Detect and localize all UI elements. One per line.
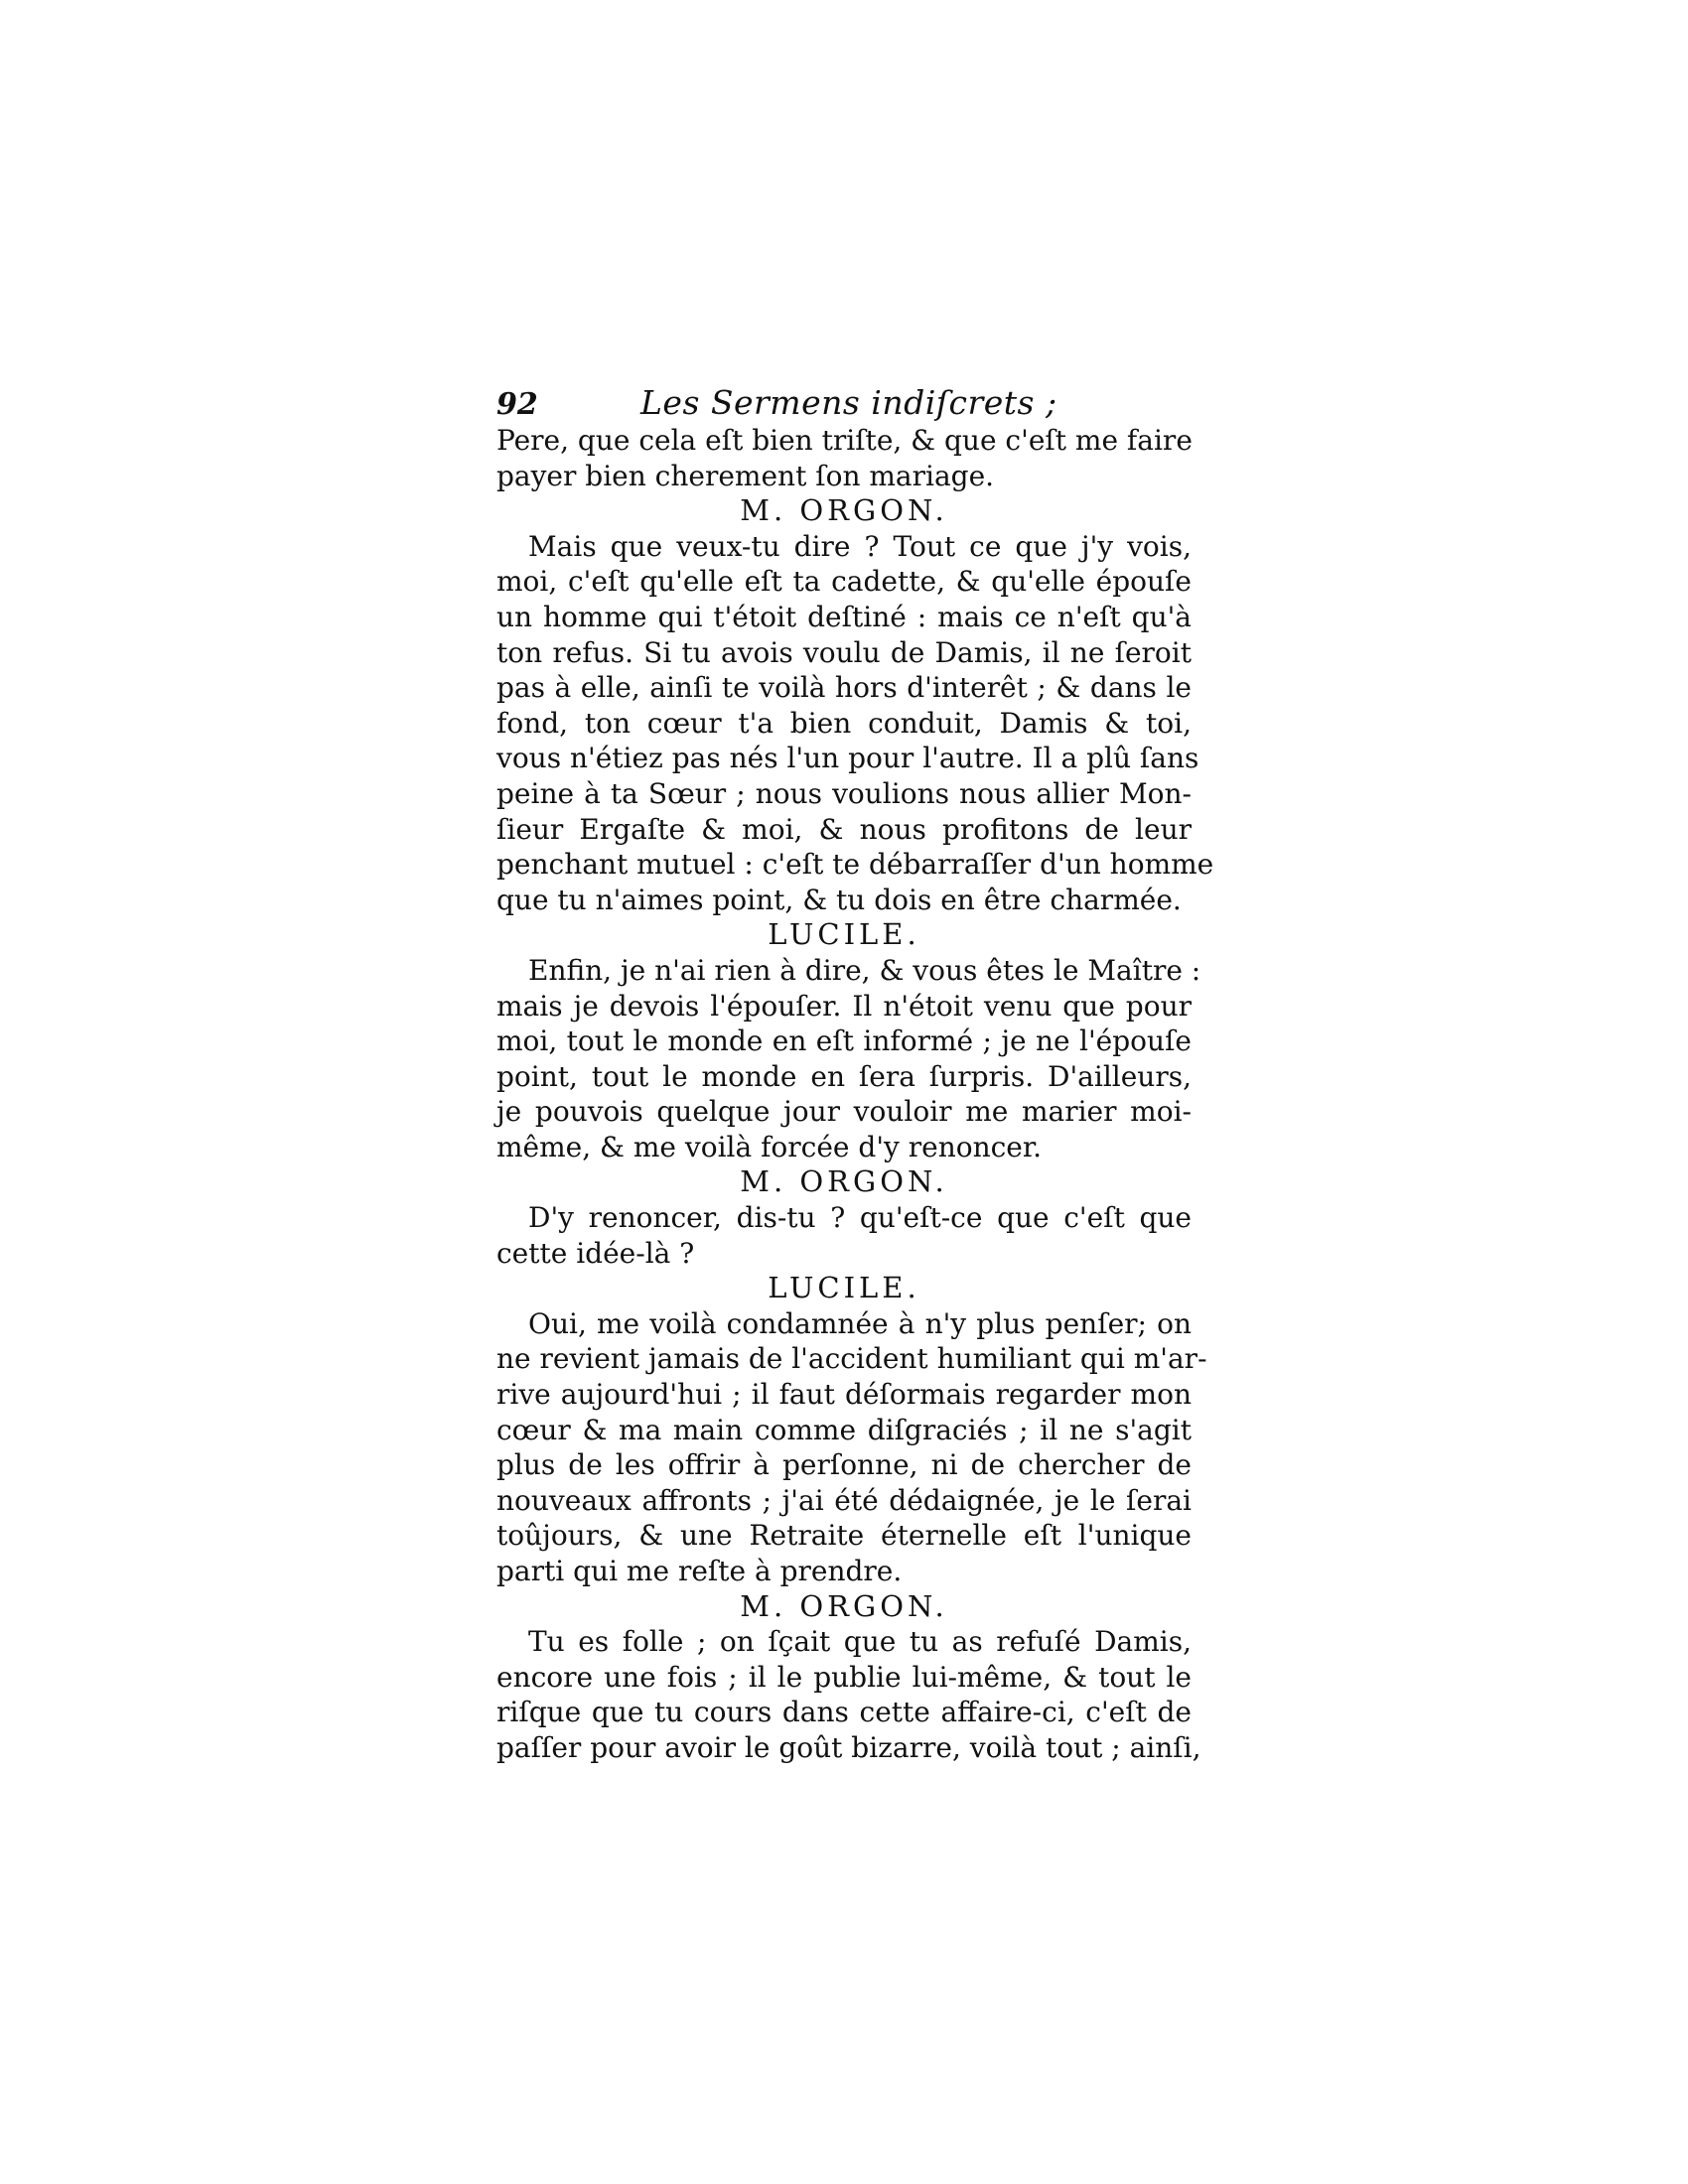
speaker-name: M. ORGON. <box>740 1588 948 1623</box>
text-line: cœur & ma main comme diſgraciés ; il ne s'agit <box>496 1413 1192 1446</box>
text-line: un homme qui t'étoit deſtiné : mais ce n'eſt qu'à <box>496 600 1192 633</box>
text-line: moi, tout le monde en eſt informé ; je ne l'épouſe <box>496 1024 1192 1058</box>
text-line: Mais que veux-tu dire ? Tout ce que j'y vois, <box>528 529 1192 563</box>
text-line: fond, ton cœur t'a bien conduit, Damis & toi, <box>496 706 1192 740</box>
text-line: payer bien cherement ſon mariage. <box>496 459 995 492</box>
text-line: Enfin, je n'ai rien à dire, & vous êtes le Maître : <box>528 953 1201 987</box>
text-line: toûjours, & une Retraite éternelle eſt l'unique <box>496 1519 1192 1553</box>
text-line: vous n'étiez pas nés l'un pour l'autre. Il a plû ſans <box>496 742 1199 775</box>
text-line: moi, c'eſt qu'elle eſt ta cadette, & qu'elle épouſe <box>496 565 1192 599</box>
text-line: peine à ta Sœur ; nous voulions nous allier Mon- <box>496 776 1192 810</box>
text-line: Tu es folle ; on ſçait que tu as refuſé Damis, <box>528 1625 1192 1659</box>
text-line: nouveaux affronts ; j'ai été dédaignée, je le ſerai <box>496 1483 1192 1517</box>
text-line: point, tout le monde en ſera ſurpris. D'ailleurs, <box>496 1059 1192 1093</box>
text-line: paſſer pour avoir le goût bizarre, voilà tout ; ainſi, <box>496 1730 1201 1764</box>
text-line: mais je devois l'épouſer. Il n'étoit venu que pour <box>496 989 1192 1023</box>
text-line: penchant mutuel : c'eſt te débarraſſer d'un homme <box>496 848 1214 882</box>
running-title: Les Sermens indiſcrets ; <box>640 383 1057 422</box>
speaker-name: LUCILE. <box>768 917 920 952</box>
text-line: que tu n'aimes point, & tu dois en être charmée. <box>496 883 1182 916</box>
text-line: D'y renoncer, dis-tu ? qu'eſt-ce que c'eſt que <box>528 1201 1192 1235</box>
page-number: 92 <box>496 387 538 422</box>
text-line: je pouvois quelque jour vouloir me marier moi- <box>496 1095 1192 1129</box>
book-page <box>496 383 1214 1766</box>
text-line: parti qui me reſte à prendre. <box>496 1555 903 1587</box>
text-line: riſque que tu cours dans cette affaire-ci, c'eſt de <box>496 1696 1192 1729</box>
speaker-name: M. ORGON. <box>740 493 948 528</box>
text-line: encore une fois ; il le publie lui-même, & tout le <box>496 1660 1192 1694</box>
text-line: ſieur Ergaſte & moi, & nous profitons de leur <box>496 812 1192 846</box>
text-line: cette idée-là ? <box>496 1236 695 1270</box>
text-line: plus de les offrir à perſonne, ni de chercher de <box>496 1448 1192 1482</box>
text-line: ton refus. Si tu avois voulu de Damis, il ne ſeroit <box>496 635 1192 669</box>
text-line: Oui, me voilà condamnée à n'y plus penſer; on <box>528 1306 1192 1340</box>
running-head <box>496 383 1192 423</box>
text-line: pas à elle, ainſi te voilà hors d'interêt ; & dans le <box>496 671 1192 705</box>
text-line: rive aujourd'hui ; il faut déſormais regarder mon <box>496 1378 1192 1412</box>
text-line: Pere, que cela eſt bien triſte, & que c'eſt me faire <box>496 424 1193 457</box>
text-body <box>496 423 1214 1766</box>
text-line: ne revient jamais de l'accident humiliant qui m'ar- <box>496 1342 1207 1376</box>
speaker-name: M. ORGON. <box>740 1164 948 1199</box>
text-line: même, & me voilà forcée d'y renoncer. <box>496 1130 1043 1163</box>
speaker-name: LUCILE. <box>768 1271 920 1305</box>
